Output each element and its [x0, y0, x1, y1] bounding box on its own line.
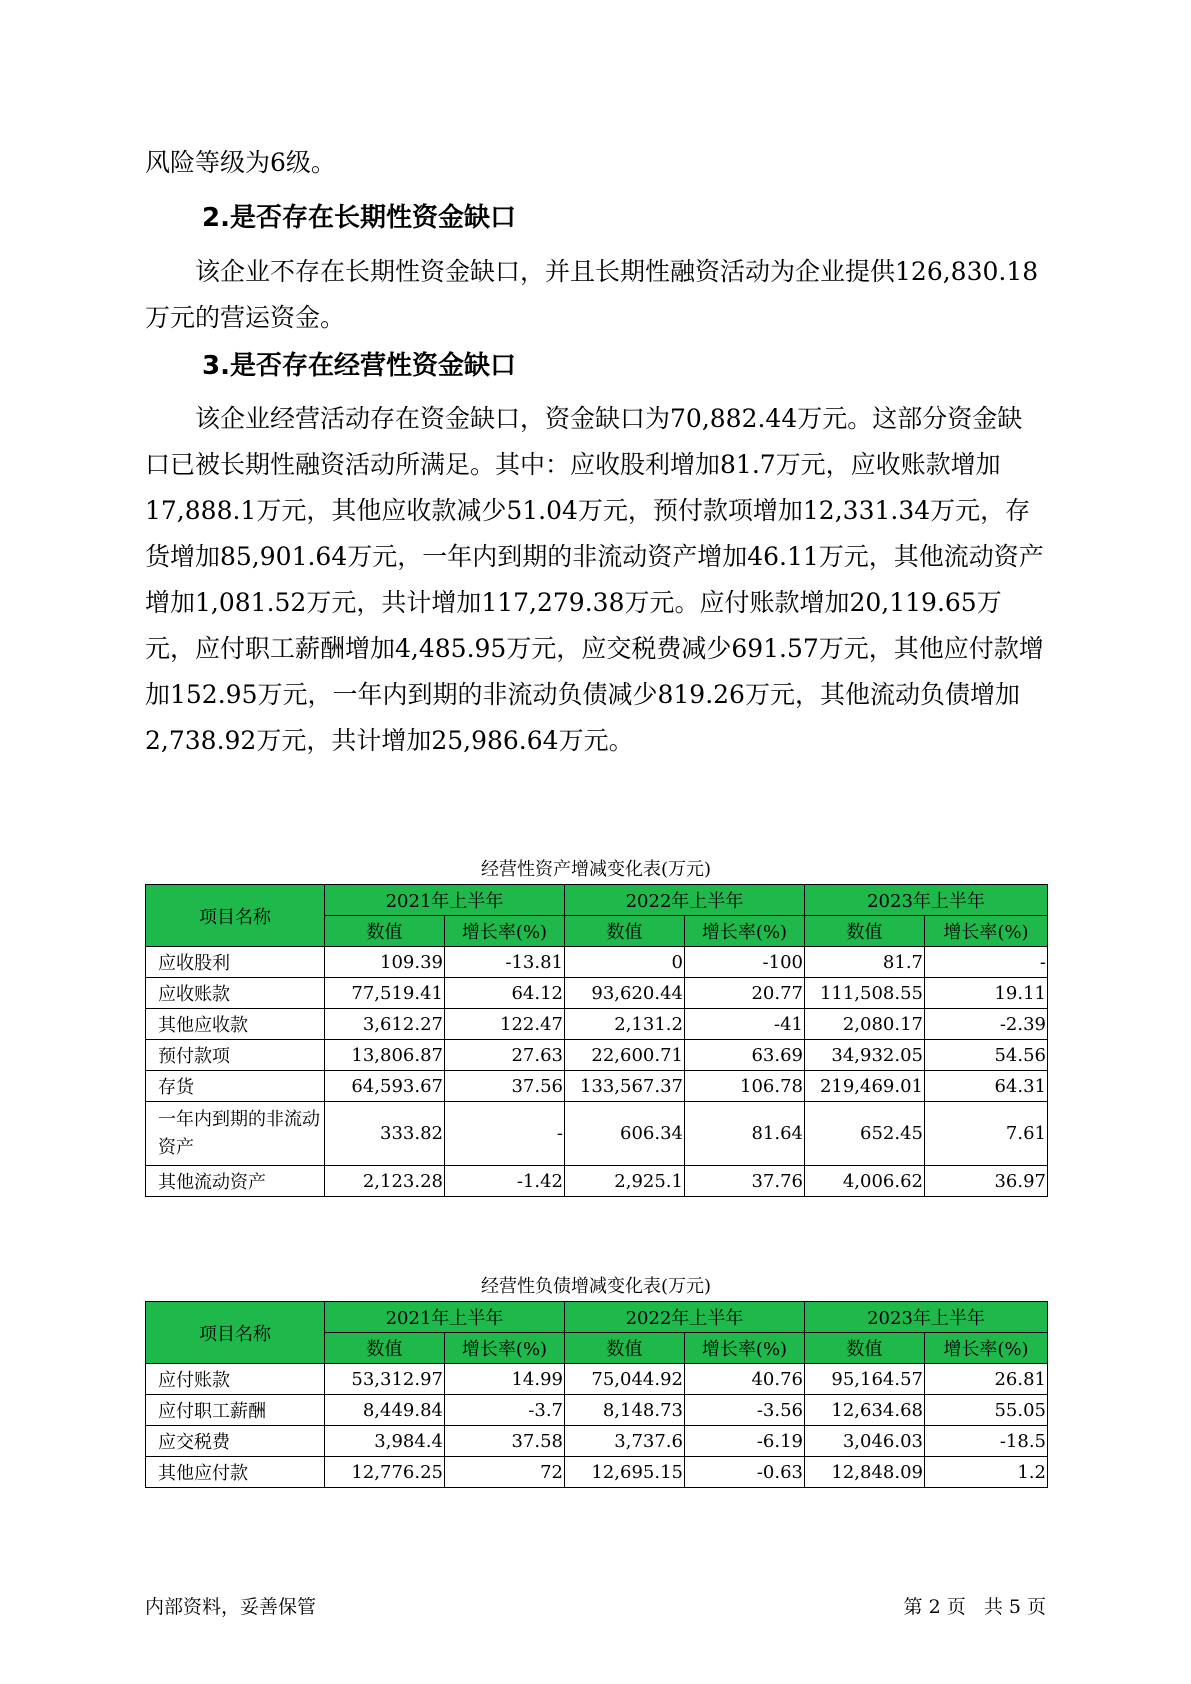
header-period-2023: 2023年上半年 [805, 1302, 1048, 1333]
cell-rate: -6.19 [685, 1426, 805, 1457]
cell-rate: - [445, 1102, 565, 1166]
cell-rate: - [925, 947, 1048, 978]
cell-value: 133,567.37 [565, 1071, 685, 1102]
cell-rate: 122.47 [445, 1009, 565, 1040]
cell-value: 2,131.2 [565, 1009, 685, 1040]
cell-value: 93,620.44 [565, 978, 685, 1009]
cell-rate: 63.69 [685, 1040, 805, 1071]
table-row [146, 1364, 1048, 1395]
paragraph-long-term-gap: 该企业不存在长期性资金缺口，并且长期性融资活动为企业提供126,830.18万元的营运资金。 [145, 257, 1039, 332]
cell-rate: 26.81 [925, 1364, 1048, 1395]
header-value: 数值 [325, 1333, 445, 1364]
cell-rate: 20.77 [685, 978, 805, 1009]
cell-rate: 55.05 [925, 1395, 1048, 1426]
heading-operating-gap: 3.是否存在经营性资金缺口 [202, 351, 516, 381]
table-row [146, 1071, 1048, 1102]
cell-rate: 64.31 [925, 1071, 1048, 1102]
cell-value: 8,148.73 [565, 1395, 685, 1426]
cell-value: 77,519.41 [325, 978, 445, 1009]
cell-value: 12,776.25 [325, 1457, 445, 1488]
header-value: 数值 [325, 916, 445, 947]
cell-value: 12,848.09 [805, 1457, 925, 1488]
cell-rate: 7.61 [925, 1102, 1048, 1166]
cell-rate: 37.76 [685, 1166, 805, 1197]
assets-table-caption: 经营性资产增减变化表(万元) [480, 859, 712, 880]
cell-rate: 72 [445, 1457, 565, 1488]
row-label: 存货 [146, 1071, 325, 1102]
header-item-name: 项目名称 [146, 885, 325, 947]
cell-rate: -3.56 [685, 1395, 805, 1426]
cell-value: 12,634.68 [805, 1395, 925, 1426]
cell-value: 64,593.67 [325, 1071, 445, 1102]
header-value: 数值 [565, 916, 685, 947]
table-row [146, 1457, 1048, 1488]
cell-rate: 36.97 [925, 1166, 1048, 1197]
header-period-2021: 2021年上半年 [325, 885, 565, 916]
cell-value: 53,312.97 [325, 1364, 445, 1395]
cell-value: 111,508.55 [805, 978, 925, 1009]
heading-long-term-gap: 2.是否存在长期性资金缺口 [202, 203, 516, 233]
cell-rate: 19.11 [925, 978, 1048, 1009]
cell-value: 81.7 [805, 947, 925, 978]
cell-value: 95,164.57 [805, 1364, 925, 1395]
table-row [146, 947, 1048, 978]
header-rate: 增长率(%) [925, 1333, 1048, 1364]
cell-rate: -13.81 [445, 947, 565, 978]
cell-value: 2,080.17 [805, 1009, 925, 1040]
row-label: 其他应付款 [146, 1457, 325, 1488]
header-rate: 增长率(%) [445, 1333, 565, 1364]
cell-rate: 14.99 [445, 1364, 565, 1395]
cell-rate: 106.78 [685, 1071, 805, 1102]
cell-value: 13,806.87 [325, 1040, 445, 1071]
liabilities-table [145, 1301, 1048, 1488]
cell-value: 652.45 [805, 1102, 925, 1166]
header-value: 数值 [805, 1333, 925, 1364]
table-row [146, 1009, 1048, 1040]
table-row [146, 978, 1048, 1009]
cell-value: 3,046.03 [805, 1426, 925, 1457]
footer-confidential-note: 内部资料，妥善保管 [145, 1596, 317, 1618]
cell-rate: 81.64 [685, 1102, 805, 1166]
header-period-2021: 2021年上半年 [325, 1302, 565, 1333]
cell-value: 12,695.15 [565, 1457, 685, 1488]
cell-value: 606.34 [565, 1102, 685, 1166]
row-label: 应付账款 [146, 1364, 325, 1395]
paragraph-operating-gap: 该企业经营活动存在资金缺口，资金缺口为70,882.44万元。这部分资金缺口已被长期性融资活动所满足。其中：应收股利增加81.7万元，应收账款增加17,888.1万元，其他应收款减少51.04万元，预付款项增加12,331.34万元，存货增加85,901.64万元，一年内到期的非流动资产增加46.11万元，其他流动资产增加1,081.52万元，共计增加117,279.38万元。应付账款增加20,119.65万元，应付职工薪酬增加4,485.95万元，应交税费减少691.57万元，其他应付款增加152.95万元，一年内到期的非流动负债减少819.26万元，其他流动负债增加2,738.92万元，共计增加25,986.64万元。 [145, 404, 1044, 755]
cell-value: 34,932.05 [805, 1040, 925, 1071]
header-value: 数值 [565, 1333, 685, 1364]
cell-rate: -0.63 [685, 1457, 805, 1488]
cell-value: 219,469.01 [805, 1071, 925, 1102]
cell-rate: 1.2 [925, 1457, 1048, 1488]
row-label: 其他应收款 [146, 1009, 325, 1040]
footer-page-number: 第 2 页 共 5 页 [903, 1596, 1046, 1618]
cell-rate: 64.12 [445, 978, 565, 1009]
cell-value: 109.39 [325, 947, 445, 978]
cell-value: 22,600.71 [565, 1040, 685, 1071]
cell-rate: 37.58 [445, 1426, 565, 1457]
cell-value: 0 [565, 947, 685, 978]
cell-value: 75,044.92 [565, 1364, 685, 1395]
row-label: 应收股利 [146, 947, 325, 978]
cell-rate: -3.7 [445, 1395, 565, 1426]
header-period-2023: 2023年上半年 [805, 885, 1048, 916]
row-label: 一年内到期的非流动资产 [146, 1102, 325, 1166]
cell-value: 3,737.6 [565, 1426, 685, 1457]
row-label: 预付款项 [146, 1040, 325, 1071]
cell-rate: -100 [685, 947, 805, 978]
row-label: 其他流动资产 [146, 1166, 325, 1197]
liabilities-table-caption: 经营性负债增减变化表(万元) [480, 1276, 712, 1297]
cell-rate: 40.76 [685, 1364, 805, 1395]
header-rate: 增长率(%) [685, 1333, 805, 1364]
row-label: 应收账款 [146, 978, 325, 1009]
assets-table [145, 884, 1048, 1197]
cell-value: 3,612.27 [325, 1009, 445, 1040]
header-period-2022: 2022年上半年 [565, 885, 805, 916]
cell-rate: 37.56 [445, 1071, 565, 1102]
table-row [146, 1426, 1048, 1457]
paragraph-risk-level: 风险等级为6级。 [145, 148, 336, 177]
cell-rate: -2.39 [925, 1009, 1048, 1040]
cell-value: 333.82 [325, 1102, 445, 1166]
header-value: 数值 [805, 916, 925, 947]
cell-value: 2,123.28 [325, 1166, 445, 1197]
cell-value: 8,449.84 [325, 1395, 445, 1426]
cell-value: 3,984.4 [325, 1426, 445, 1457]
table-row [146, 1102, 1048, 1166]
cell-rate: 27.63 [445, 1040, 565, 1071]
header-rate: 增长率(%) [925, 916, 1048, 947]
cell-value: 4,006.62 [805, 1166, 925, 1197]
cell-rate: -1.42 [445, 1166, 565, 1197]
header-item-name: 项目名称 [146, 1302, 325, 1364]
cell-value: 2,925.1 [565, 1166, 685, 1197]
row-label: 应付职工薪酬 [146, 1395, 325, 1426]
table-row [146, 1040, 1048, 1071]
header-rate: 增长率(%) [445, 916, 565, 947]
cell-rate: -18.5 [925, 1426, 1048, 1457]
table-row [146, 1166, 1048, 1197]
cell-rate: -41 [685, 1009, 805, 1040]
header-rate: 增长率(%) [685, 916, 805, 947]
header-period-2022: 2022年上半年 [565, 1302, 805, 1333]
row-label: 应交税费 [146, 1426, 325, 1457]
table-row [146, 1395, 1048, 1426]
cell-rate: 54.56 [925, 1040, 1048, 1071]
